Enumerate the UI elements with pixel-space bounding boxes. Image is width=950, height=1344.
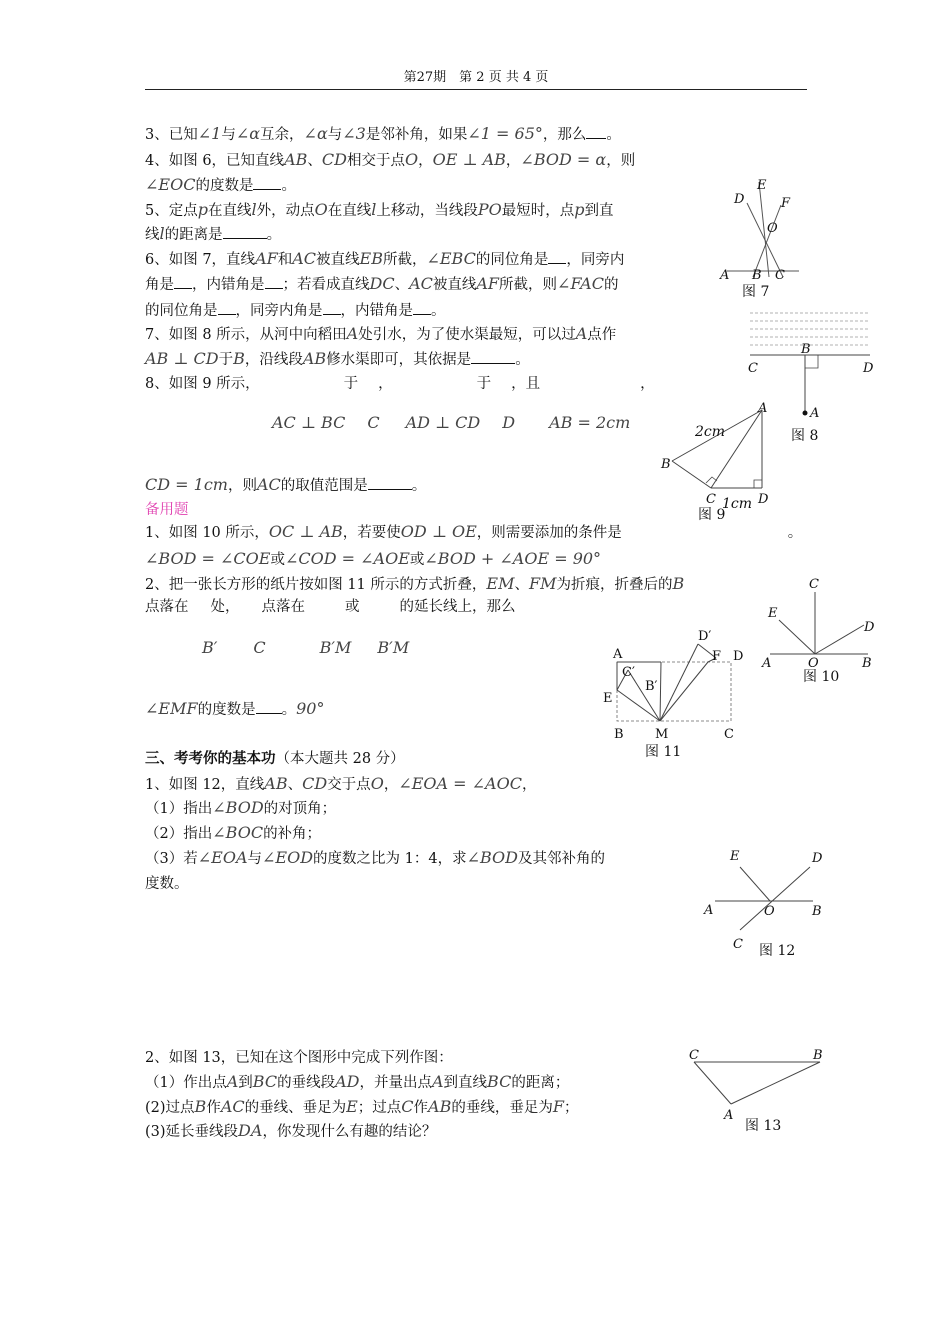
question-4-line2: ∠EOC的度数是 。	[145, 175, 296, 194]
fig13-label-c: C	[689, 1048, 699, 1063]
question-3: 3、已知∠1与∠α互余，∠α与∠3是邻补角，如果∠1 = 65°，那么 。	[145, 124, 621, 143]
fig9-label-1cm: 1cm	[722, 496, 753, 512]
question-5-line2: 线l的距离是 。	[145, 224, 282, 243]
fig12-label-d: D	[812, 851, 823, 866]
fig11-label-c-prime: C′	[622, 665, 635, 680]
fig7-caption: 图 7	[742, 284, 770, 300]
task-1-part3: （3）若∠EOA与∠EOD的度数之比为 1：4，求∠BOD及其邻补角的	[145, 848, 605, 867]
fig7-label-d: D	[734, 192, 745, 207]
fig11-caption: 图 11	[645, 744, 682, 760]
fig8-caption: 图 8	[791, 428, 819, 444]
fig9-label-b: B	[661, 457, 671, 472]
spare-2-line2: 点落在 处， 点落在 或 的延长线上，那么	[145, 599, 516, 615]
fig11-label-m: M	[655, 727, 669, 742]
spare-1-line2: ∠BOD = ∠COE或∠COD = ∠AOE或∠BOD + ∠AOE = 90°	[145, 549, 602, 568]
fig11-label-d-prime: D′	[698, 629, 712, 644]
fig13-caption: 图 13	[745, 1118, 782, 1134]
question-5-line1: 5、定点p在直线l外，动点O在直线l上移动，当线段PO最短时，点p到直	[145, 200, 614, 219]
question-6-line3: 的同位角是 ，同旁内角是 ，内错角是 。	[145, 300, 446, 321]
fig10-label-d: D	[864, 620, 875, 635]
fig7-label-e: E	[757, 178, 767, 193]
fig9-label-d: D	[758, 492, 769, 507]
figure-7	[715, 175, 805, 305]
fig12-label-e: E	[730, 849, 740, 864]
question-8-formulas: AC ⊥ BC C AD ⊥ CD D AB = 2cm	[272, 413, 631, 432]
section-3-heading: 三、考考你的基本功（本大题共 28 分）	[145, 750, 405, 767]
fig12-label-o: O	[764, 904, 775, 919]
fig7-label-a: A	[720, 268, 730, 283]
question-4-line1: 4、如图 6，已知直线AB、CD相交于点O，OE ⊥ AB，∠BOD = α，则	[145, 150, 636, 169]
fig12-label-a: A	[704, 903, 714, 918]
fig9-caption: 图 9	[698, 507, 726, 523]
fig11-label-f: F	[712, 649, 722, 664]
fig8-label-d: D	[863, 361, 874, 376]
fig13-label-a: A	[724, 1108, 734, 1123]
fig10-label-o: O	[808, 656, 819, 671]
question-6-line2: 角是 ，内错角是 ；若看成直线DC、AC被直线AF所截，则∠FAC的	[145, 274, 619, 293]
fig8-label-c: C	[748, 361, 758, 376]
fig11-label-c: C	[724, 727, 734, 742]
task-1-part1: （1）指出∠BOD的对顶角；	[145, 798, 337, 817]
fig10-caption: 图 10	[803, 669, 840, 685]
fig11-label-b: B	[614, 727, 624, 742]
task-1-part3-end: 度数。	[145, 876, 189, 892]
page-header: 第27期 第 2 页 共 4 页	[145, 66, 807, 90]
fig12-label-b: B	[812, 904, 822, 919]
figure-9	[655, 395, 775, 525]
figure-13	[685, 1042, 835, 1142]
fig9-label-2cm: 2cm	[695, 424, 726, 440]
figure-11	[600, 622, 750, 762]
fig7-label-o: O	[767, 221, 778, 236]
fig13-label-b: B	[813, 1048, 823, 1063]
spare-2-symbols: B′ C B′M B′M	[202, 638, 410, 657]
task-2-part3: (3)延长垂线段DA，你发现什么有趣的结论？	[145, 1121, 437, 1140]
task-2-line1: 2、如图 13，已知在这个图形中完成下列作图：	[145, 1050, 453, 1066]
fig11-label-e: E	[603, 691, 613, 706]
task-1-line1: 1、如图 12，直线AB、CD交于点O，∠EOA = ∠AOC，	[145, 774, 537, 793]
fig12-caption: 图 12	[759, 943, 796, 959]
fig9-label-c: C	[706, 492, 716, 507]
question-7-line2: AB ⊥ CD于B，沿线段AB修水渠即可，其依据是 。	[145, 349, 530, 368]
fig12-label-c: C	[733, 937, 743, 952]
figure-12	[700, 845, 835, 965]
spare-1-line1: 1、如图 10 所示，OC ⊥ AB，若要使OD ⊥ OE，则需要添加的条件是 。	[145, 522, 803, 541]
fig10-label-c: C	[809, 577, 819, 592]
spare-2-line1: 2、把一张长方形的纸片按如图 11 所示的方式折叠，EM、FM为折痕，折叠后的B	[145, 574, 685, 593]
fig10-label-b: B	[862, 656, 872, 671]
fig7-label-c: C	[775, 268, 785, 283]
question-7-line1: 7、如图 8 所示，从河中向稻田A处引水，为了使水渠最短，可以过A点作	[145, 324, 617, 343]
fig8-label-a: A	[810, 406, 820, 421]
fig7-label-b: B	[752, 268, 762, 283]
fig10-label-e: E	[768, 606, 778, 621]
task-2-part1: （1）作出点A到BC的垂线段AD，并量出点A到直线BC的距离；	[145, 1072, 570, 1091]
fig11-label-b-prime: B′	[645, 679, 658, 694]
fig11-label-a: A	[613, 647, 623, 662]
spare-2-line3: ∠EMF的度数是 。90°	[145, 699, 325, 718]
question-8-line2: CD = 1cm，则AC的取值范围是 。	[145, 475, 427, 494]
task-1-part2: （2）指出∠BOC的补角；	[145, 823, 322, 842]
task-2-part2: (2)过点B作AC的垂线、垂足为E；过点C作AB的垂线，垂足为F；	[145, 1097, 579, 1116]
figure-10	[760, 570, 885, 690]
fig7-label-f: F	[781, 196, 791, 211]
spare-title: 备用题	[145, 502, 189, 518]
fig11-label-d: D	[733, 649, 744, 664]
question-6-line1: 6、如图 7，直线AF和AC被直线EB所截，∠EBC的同位角是 ，同旁内	[145, 249, 625, 268]
fig10-label-a: A	[762, 656, 772, 671]
fig9-label-a: A	[758, 401, 768, 416]
question-8-line1: 8、如图 9 所示， 于 ， 于 ，且 ，	[145, 376, 655, 392]
fig8-label-b: B	[801, 342, 811, 357]
